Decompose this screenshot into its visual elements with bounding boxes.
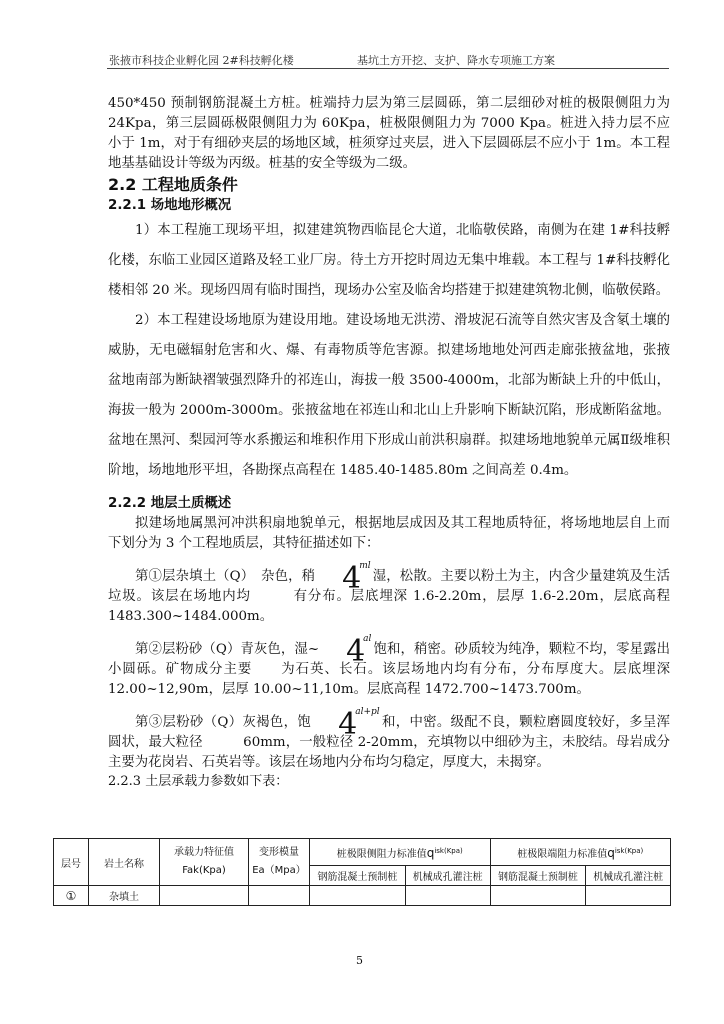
header-soil-name: 岩土名称: [89, 839, 160, 886]
page-header: [107, 52, 669, 69]
row-end-precast: [490, 886, 586, 906]
page-number: 5: [356, 954, 363, 967]
header-side-resistance: [310, 839, 491, 866]
row-ea: [249, 886, 310, 906]
layer-1-formula-digit: 4: [342, 561, 362, 596]
header-deformation-modulus-label: 变形模量: [259, 847, 299, 858]
row-layer-number: ①: [54, 886, 89, 906]
layer-2-tilde: ~: [307, 642, 320, 657]
header-deformation-modulus: [249, 839, 310, 886]
header-side-resistance-symbol: q: [426, 845, 435, 860]
layer-1-text-start: 第①层杂填土（Q） 杂色，稍: [135, 569, 316, 584]
header-end-resistance-label: 桩极限端阻力标准值: [517, 848, 608, 860]
header-side-resistance-label: 桩极限侧阻力标准值: [336, 848, 427, 860]
layer-2-text-end: 饱和，稍密。砂质较为纯净，颗粒不均，零星露出小圆砾。矿物成分主要 为石英、长石。该层场地内均有分布，分布厚度大。层底埋深 12.00~12,90m，层厚 10.00~11,10m。层底高程 1472.700~1473.700m。: [108, 642, 670, 697]
subheader-side-precast: 钢筋混凝土预制桩: [310, 866, 406, 886]
layer-2-paragraph: [108, 629, 670, 700]
layer-3-formula-digit: 4: [338, 707, 358, 742]
header-end-resistance: [490, 839, 671, 866]
row-side-precast: [310, 886, 406, 906]
row-soil-name: 杂填土: [89, 886, 160, 906]
subheader-side-bored: 机械成孔灌注桩: [405, 866, 490, 886]
header-end-resistance-unit: isk(Kpa): [614, 846, 644, 855]
main-content: [108, 94, 670, 791]
layer-1-formula-superscript: ml: [359, 561, 371, 571]
table-caption: 2.2.3 土层承载力参数如下表：: [108, 774, 289, 789]
section-title: 2.2 工程地质条件: [108, 175, 238, 194]
terrain-paragraph-1: 1）本工程施工现场平坦，拟建建筑物西临昆仑大道，北临敬侯路，南侧为在建 1#科技孵化楼，东临工业园区道路及轻工业厂房。待土方开挖时周边无集中堆载。本工程与 1#科技孵化楼相邻 20 米。现场四周有临时围挡，现场办公室及临舍均搭建于拟建建筑物北侧，临敬侯路。: [108, 223, 670, 298]
header-deformation-modulus-unit: Ea（Mpa）: [252, 865, 306, 876]
subsection-title-terrain: 2.2.1 场地地形概况: [108, 198, 232, 213]
layer-2-formula-superscript: al: [363, 634, 372, 644]
layer-2-formula-digit: 4: [346, 634, 366, 669]
header-project-name: 张掖市科技企业孵化园 2#科技孵化楼: [109, 54, 294, 67]
header-bearing-capacity: [160, 839, 249, 886]
header-bearing-capacity-label: 承载力特征值: [174, 847, 234, 858]
terrain-paragraph-2: 2）本工程建设场地原为建设用地。建设场地无洪涝、滑坡泥石流等自然灾害及含氡土壤的威胁，无电磁辐射危害和火、爆、有毒物质等危害源。拟建场地地处河西走廊张掖盆地，张掖盆地南部为断缺褶皱强烈降升的祁连山，海拔一般 3500-4000m，北部为断缺上升的中低山，海拔一般为 2000m-3000m。张掖盆地在祁连山和北山上升影响下断缺沉陷，形成断陷盆地。盆地在黑河、梨园河等水系搬运和堆积作用下形成山前洪积扇群。拟建场地地貌单元属Ⅱ级堆积阶地，场地地形平坦，各勘探点高程在 1485.40-1485.80m 之间高差 0.4m。: [108, 313, 670, 478]
header-end-resistance-symbol: q: [607, 845, 615, 860]
layer-3-paragraph: [108, 702, 670, 773]
layer-1-text-end: 湿，松散。主要以粉土为主，内含少量建筑及生活垃圾。该层在场地内均 有分布。层底埋深 1.6-2.20m，层厚 1.6-2.20m，层底高程 1483.300~1484.000m。: [108, 569, 671, 624]
header-side-resistance-unit: isk(Kpa): [434, 846, 463, 855]
header-document-title: 基坑土方开挖、支护、降水专项施工方案: [357, 54, 555, 67]
layer-3-formula-superscript: al+pl: [355, 707, 380, 717]
subsection-title-strata: 2.2.2 地层土质概述: [108, 496, 232, 511]
row-side-bored: [405, 886, 490, 906]
row-end-bored: [586, 886, 671, 906]
header-layer-number: 层号: [54, 839, 89, 886]
layer-3-text-start: 第③层粉砂（Q）灰褐色，饱: [135, 715, 312, 730]
subheader-end-precast: 钢筋混凝土预制桩: [490, 866, 586, 886]
layer-2-text-start: 第②层粉砂（Q）青灰色，湿: [135, 642, 308, 657]
header-bearing-capacity-unit: Fak(Kpa): [182, 865, 226, 876]
subheader-end-bored: 机械成孔灌注桩: [586, 866, 671, 886]
row-fak: [160, 886, 249, 906]
table-row: [54, 886, 671, 906]
layer-1-paragraph: [108, 556, 670, 627]
layer-3-text-end: 和，中密。级配不良，颗粒磨圆度较好，多呈浑圆状，最大粒径 60mm，一般粒径 2-20mm，充填物以中细砂为主，未胶结。母岩成分主要为花岗岩、石英岩等。该层在场地内分布均匀稳定，厚度大，未揭穿。: [108, 715, 671, 770]
strata-intro-paragraph: 拟建场地属黑河冲洪积扇地貌单元，根据地层成因及其工程地质特征，将场地地层自上而下划分为 3 个工程地质层，其特征描述如下：: [108, 516, 670, 551]
table-header-row: [54, 839, 671, 866]
soil-parameter-table: [53, 838, 671, 906]
intro-paragraph: 450*450 预制钢筋混凝土方桩。桩端持力层为第三层圆砾，第二层细砂对桩的极限侧阻力为 24Kpa，第三层圆砾极限侧阻力为 60Kpa，桩极限侧阻力为 7000 Kpa。桩进入持力层不应小于 1m，对于有细砂夹层的场地区域，桩须穿过夹层，进入下层圆砾层不应小于 1m。本工程地基基础设计等级为丙级。桩基的安全等级为二级。: [108, 96, 670, 171]
